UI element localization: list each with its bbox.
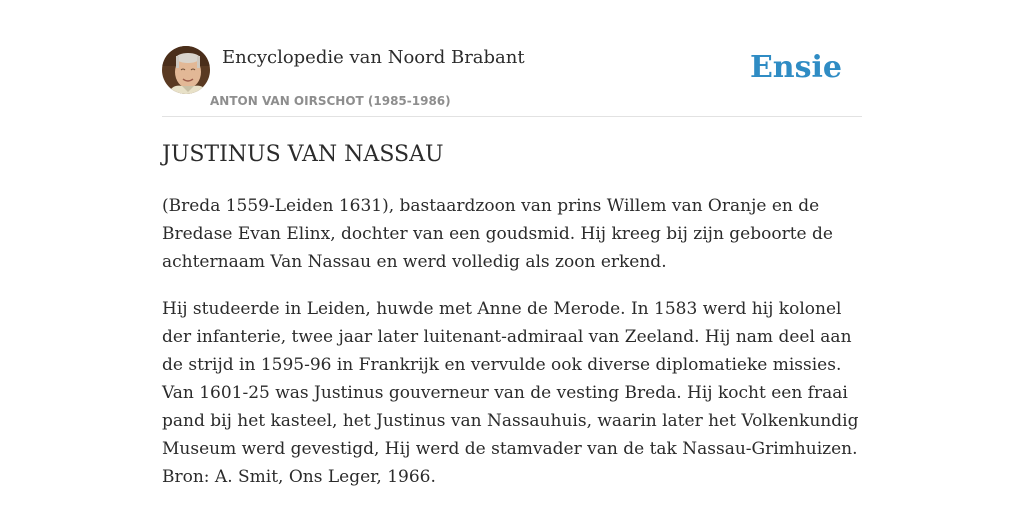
article-paragraph: (Breda 1559-Leiden 1631), bastaardzoon van prins Willem van Oranje en de Bredase Evan Elinx, dochter van een goudsmid. Hij kreeg bij zijn geboorte de achternaam Van Nassau en werd volledig als zoon erkend. bbox=[162, 196, 833, 272]
article-title: JUSTINUS VAN NASSAU bbox=[162, 142, 444, 167]
author-avatar[interactable] bbox=[162, 46, 210, 94]
author-name[interactable]: ANTON VAN OIRSCHOT (1985-1986) bbox=[210, 94, 451, 108]
article-paragraph: Hij studeerde in Leiden, huwde met Anne de Merode. In 1583 werd hij kolonel der infanterie, twee jaar later luitenant-admiraal van Zeeland. Hij nam deel aan de strijd in 1595-96 in Frankrijk en vervulde ook diverse diplomatieke missies. Van 1601-25 was Justinus gouverneur van de vesting Breda. Hij kocht een fraai pand bij het kasteel, het Justinus van Nassauhuis, waarin later het Volkenkundig Museum werd gevestigd, Hij werd de stamvader van de tak Nassau-Grimhuizen. Bron: A. Smit, Ons Leger, 1966. bbox=[162, 299, 859, 487]
brand-logo[interactable]: Ensie bbox=[749, 50, 842, 85]
author-portrait-icon bbox=[162, 46, 210, 94]
header bbox=[162, 46, 862, 117]
source-title[interactable]: Encyclopedie van Noord Brabant bbox=[222, 47, 525, 68]
article bbox=[162, 140, 862, 491]
